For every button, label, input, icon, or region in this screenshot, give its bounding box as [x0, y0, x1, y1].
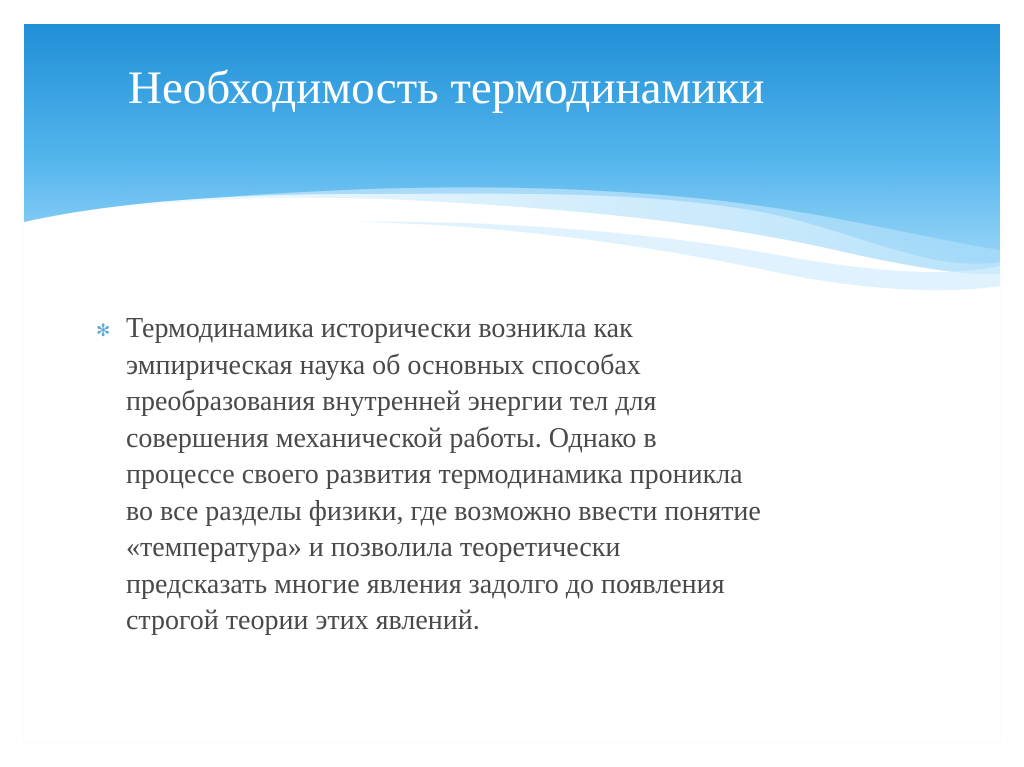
- text-line: процессе своего развития термодинамика проникла: [126, 459, 743, 490]
- slide: [24, 24, 1000, 742]
- text-line: совершения механической работы. Однако в: [126, 422, 657, 454]
- text-line: преобразования внутренней энергии тел для: [126, 386, 657, 417]
- bullet-asterisk-icon: ✻: [96, 321, 111, 341]
- text-line: строгой теории этих явлений.: [126, 605, 480, 636]
- slide-title: Необходимость термодинамики: [128, 62, 765, 114]
- text-line: во все разделы физики, где возможно ввести понятие: [126, 495, 761, 527]
- text-line: Термодинамика исторически возникла как: [126, 313, 633, 344]
- text-line: предсказать многие явления задолго до появления: [126, 568, 725, 600]
- bullet-text: [126, 311, 916, 640]
- bullet-item: [96, 311, 916, 640]
- text-line: эмпирическая наука об основных способах: [126, 349, 641, 381]
- text-line: «температура» и позволила теоретически: [126, 532, 621, 563]
- content-area: [96, 311, 916, 640]
